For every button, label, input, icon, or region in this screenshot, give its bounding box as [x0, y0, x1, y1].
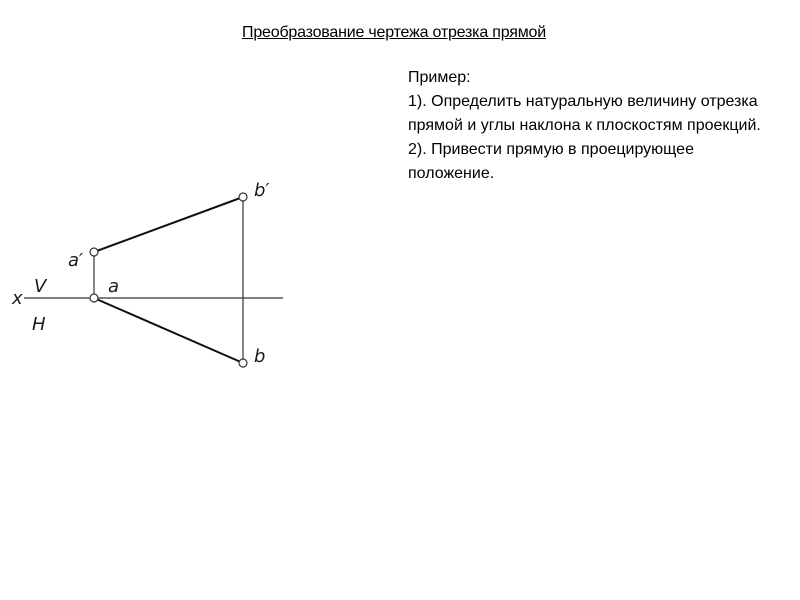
- label-plane-h: H: [32, 314, 46, 335]
- point-a-top: [90, 294, 98, 302]
- label-axis-x: x: [12, 288, 23, 309]
- slide-title: Преобразование чертежа отрезка прямой: [242, 24, 546, 41]
- point-b-top: [239, 359, 247, 367]
- label-b-front: b′: [254, 180, 270, 201]
- label-a-front: a′: [68, 250, 84, 271]
- segment-top-projection: [94, 298, 243, 363]
- label-plane-v: V: [34, 276, 47, 297]
- task-item-2: 2). Привести прямую в проецирующее положение.: [408, 141, 694, 182]
- task-heading: Пример:: [408, 69, 471, 86]
- label-a-top: a: [108, 276, 120, 297]
- point-a-front: [90, 248, 98, 256]
- label-b-top: b: [254, 346, 266, 367]
- point-b-front: [239, 193, 247, 201]
- task-item-1: 1). Определить натуральную величину отрезка прямой и углы наклона к плоскостям проекций.: [408, 93, 761, 134]
- segment-front-projection: [94, 197, 243, 252]
